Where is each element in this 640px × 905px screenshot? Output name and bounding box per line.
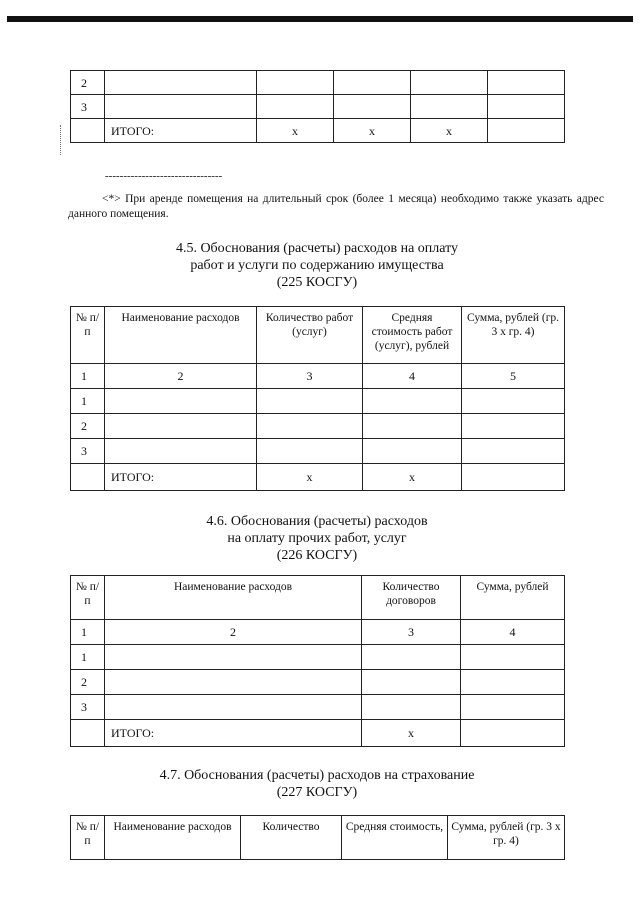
header-cell: Сумма, рублей [461, 576, 565, 620]
col-number: 4 [461, 620, 565, 645]
cell-name [105, 95, 257, 119]
cell [411, 71, 488, 95]
total-label: ИТОГО: [105, 119, 257, 143]
cell: x [257, 464, 363, 491]
cell [462, 439, 565, 464]
cell [105, 414, 257, 439]
table-row [71, 95, 565, 119]
cell [362, 695, 461, 720]
cell [461, 720, 565, 747]
cell: x [334, 119, 411, 143]
cell [105, 439, 257, 464]
col-number: 1 [71, 364, 105, 389]
title-line: на оплату прочих работ, услуг [227, 531, 407, 546]
cell [461, 695, 565, 720]
col-number: 2 [105, 620, 362, 645]
title-line: (225 КОСГУ) [276, 275, 358, 290]
header-cell: Количество [241, 816, 342, 860]
cell [105, 389, 257, 414]
cell: x [257, 119, 334, 143]
cell [461, 645, 565, 670]
cell [462, 464, 565, 491]
row-number: 3 [71, 695, 105, 720]
cell: x [362, 720, 461, 747]
row-number: 1 [71, 389, 105, 414]
cell [71, 720, 105, 747]
title-line: (226 КОСГУ) [276, 548, 358, 563]
header-cell: Количество работ (услуг) [257, 307, 363, 364]
cell [71, 119, 105, 143]
header-cell: Количество договоров [362, 576, 461, 620]
header-cell: Наименование расходов [105, 576, 362, 620]
cell [257, 439, 363, 464]
table-row [71, 389, 565, 414]
cell [488, 95, 565, 119]
header-cell: № п/п [71, 816, 105, 860]
table-total-row [71, 119, 565, 143]
total-label: ИТОГО: [105, 464, 257, 491]
table-row [71, 645, 565, 670]
col-number: 1 [71, 620, 105, 645]
col-number: 5 [462, 364, 565, 389]
cell-name [105, 71, 257, 95]
row-number: 2 [71, 414, 105, 439]
column-number-row [71, 364, 565, 389]
header-cell: № п/п [71, 576, 105, 620]
table-header-row [71, 816, 565, 860]
cell [461, 670, 565, 695]
cell [334, 95, 411, 119]
row-number: 3 [71, 95, 105, 119]
table-total-row [71, 720, 565, 747]
cell [462, 414, 565, 439]
table-4-5 [70, 306, 565, 491]
title-line: 4.7. Обоснования (расчеты) расходов на страхование [159, 768, 475, 783]
row-number: 1 [71, 645, 105, 670]
col-number: 4 [363, 364, 462, 389]
header-cell: Наименование расходов [105, 307, 257, 364]
header-cell: Средняя стоимость работ (услуг), рублей [363, 307, 462, 364]
cell [362, 645, 461, 670]
title-line: 4.5. Обоснования (расчеты) расходов на оплату [175, 241, 459, 256]
table-row [71, 439, 565, 464]
col-number: 2 [105, 364, 257, 389]
cell [71, 464, 105, 491]
total-label: ИТОГО: [105, 720, 362, 747]
section-4-6-title [70, 513, 564, 564]
title-line: работ и услуги по содержанию имущества [190, 258, 444, 273]
footnote: <*> При аренде помещения на длительный срок (более 1 месяца) необходимо также указать адрес данного помещения. [68, 193, 604, 220]
margin-mark [60, 125, 62, 155]
table-total-row [71, 464, 565, 491]
cell [105, 670, 362, 695]
cell [488, 71, 565, 95]
col-number: 3 [362, 620, 461, 645]
header-cell: Сумма, рублей (гр. 3 x гр. 4) [448, 816, 565, 860]
table-row [71, 414, 565, 439]
column-number-row [71, 620, 565, 645]
row-number: 2 [71, 670, 105, 695]
table-row [71, 71, 565, 95]
table-row [71, 695, 565, 720]
section-4-5-title [70, 240, 564, 291]
cell [105, 645, 362, 670]
cell [363, 414, 462, 439]
table-header-row [71, 307, 565, 364]
table-4-6 [70, 575, 565, 747]
title-line: (227 КОСГУ) [276, 785, 358, 800]
cell [257, 389, 363, 414]
table-header-row [71, 576, 565, 620]
cell [362, 670, 461, 695]
cell [462, 389, 565, 414]
cell [257, 95, 334, 119]
cell [488, 119, 565, 143]
cell [257, 414, 363, 439]
header-cell: Средняя стоимость, [342, 816, 448, 860]
cell [411, 95, 488, 119]
table-top-continuation [70, 70, 565, 143]
header-cell: № п/п [71, 307, 105, 364]
cell [363, 439, 462, 464]
row-number: 2 [71, 71, 105, 95]
row-number: 3 [71, 439, 105, 464]
table-row [71, 670, 565, 695]
cell: x [411, 119, 488, 143]
table-4-7 [70, 815, 565, 860]
cell: x [363, 464, 462, 491]
page-top-border [7, 16, 633, 22]
header-cell: Сумма, рублей (гр. 3 x гр. 4) [462, 307, 565, 364]
cell [334, 71, 411, 95]
cell [105, 695, 362, 720]
col-number: 3 [257, 364, 363, 389]
header-cell: Наименование расходов [105, 816, 241, 860]
cell [363, 389, 462, 414]
section-4-7-title [70, 767, 564, 801]
cell [257, 71, 334, 95]
title-line: 4.6. Обоснования (расчеты) расходов [206, 514, 428, 529]
footnote-separator: -------------------------------- [105, 170, 223, 182]
